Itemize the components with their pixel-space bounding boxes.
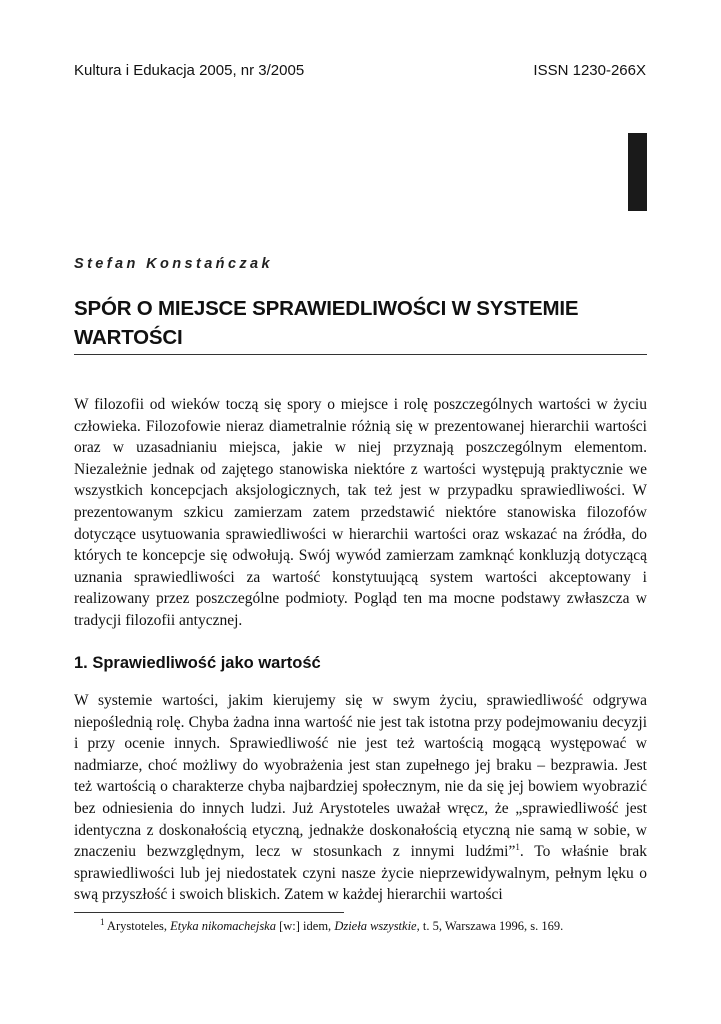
section-paragraph	[74, 690, 647, 906]
footnote-text-c: t. 5, Warszawa 1996, s. 169.	[419, 919, 564, 933]
journal-header: Kultura i Edukacja 2005, nr 3/2005	[74, 62, 305, 79]
article-title: SPÓR O MIEJSCE SPRAWIEDLIWOŚCI W SYSTEMIE WARTOŚCI	[74, 297, 579, 349]
section-heading: 1. Sprawiedliwość jako wartość	[74, 654, 321, 672]
footnote-number: 1	[100, 916, 105, 927]
title-divider	[74, 354, 647, 355]
footnote-divider	[74, 912, 344, 913]
footnote-text-a: Arystoteles,	[104, 919, 171, 933]
footnote	[100, 916, 564, 934]
issn-header: ISSN 1230-266X	[533, 62, 646, 79]
footnote-reference[interactable]: 1	[515, 842, 520, 852]
section-paragraph-text-a: W systemie wartości, jakim kierujemy się w swym życiu, sprawiedliwość odgrywa niepoślednią rolę. Chyba żadna inna wartość nie jest tak istotna przy podejmowaniu decyzji i przy ocenie innych. Sprawiedliwość nie jest też wartością mogącą występować w nadmiarze, choć możliwy do wyobrażenia jest stan zupełnego jej braku – bezprawia. Jest też wartością o charakterze chyba najbardziej społecznym, nie da się jej bowiem wyobrazić bez odniesienia do innych ludzi. Już Arystoteles uważał wręcz, że „sprawiedliwość jest identyczna z doskonałością etyczną, jednakże doskonałością etyczną nie samą w sobie, w znaczeniu bezwzględnym, lecz w stosunkach z innymi ludźmi”	[74, 692, 647, 861]
footnote-collection-title: Dzieła wszystkie,	[334, 919, 420, 933]
footnote-work-title: Etyka nikomachejska	[170, 919, 276, 933]
intro-paragraph: W filozofii od wieków toczą się spory o miejsce i rolę poszczególnych wartości w życiu człowieka. Filozofowie nieraz diametralnie różnią się w prezentowanej hierarchii wartości oraz w uzasadnianiu miejsca, jakie w niej przyznają poszczególnym elementom. Niezależnie jednak od zajętego stanowiska niektóre z wartości występują praktycznie we wszystkich koncepcjach aksjologicznych, tak też jest w przypadku sprawiedliwości. W prezentowanym szkicu zamierzam zatem przedstawić niektóre stanowiska filozofów dotyczące usytuowania sprawiedliwości w hierarchii wartości oraz wskazać na źródła, do których te koncepcje się odwołują. Swój wywód zamierzam zamknąć konkluzją dotyczącą uznania sprawiedliwości za wartość konstytuującą system wartości akceptowany i realizowany przez poszczególne podmioty. Pogląd ten ma mocne podstawy zwłaszcza w tradycji filozofii antycznej.	[74, 396, 647, 629]
section-tab-marker	[628, 133, 647, 211]
section-paragraph-text-b: . To właśnie brak sprawiedliwości lub jej niedostatek czyni nasze życie nieprzewidywalnym, pełnym lęku o swą przyszłość i swoich bliskich. Zatem w każdej hierarchii wartości	[74, 843, 648, 904]
author-name: Stefan Konstańczak	[74, 256, 273, 272]
footnote-text-b: [w:] idem,	[275, 919, 335, 933]
